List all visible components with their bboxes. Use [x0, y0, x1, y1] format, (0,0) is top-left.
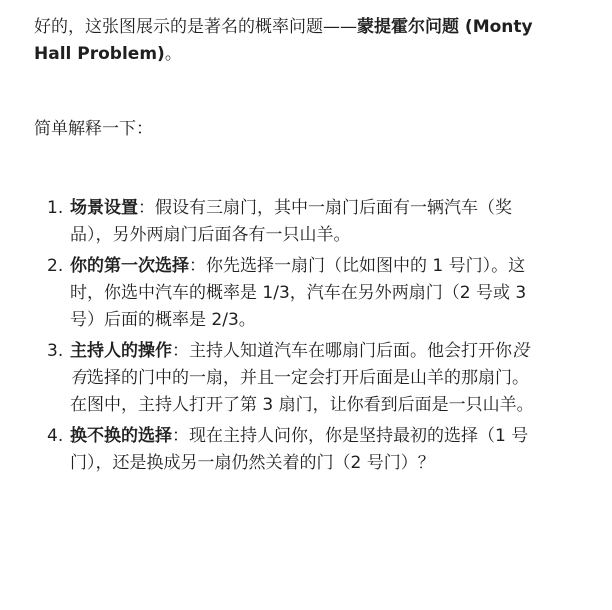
step-emphasis: 没有	[70, 341, 529, 388]
list-item	[34, 423, 534, 477]
step-colon: ：	[138, 198, 155, 218]
step-text: 主持人知道汽车在哪扇门后面。他会打开你	[189, 341, 512, 361]
step-text: 现在主持人问你，你是坚持最初的选择（1 号门），还是换成另一扇仍然关着的门（2 号门）？	[70, 426, 529, 473]
step-title: 你的第一次选择	[70, 256, 189, 276]
intro-problem-name: 蒙提霍尔问题 (Monty Hall Problem)	[34, 17, 533, 64]
list-number: 4.	[47, 426, 64, 446]
explain-heading: 简单解释一下：	[34, 119, 153, 139]
step-text: 选择的门中的一扇，并且一定会打开后面是山羊的那扇门。在图中，主持人打开了第 3 扇门，让你看到后面是一只山羊。	[70, 368, 534, 415]
step-colon: ：	[172, 341, 189, 361]
list-number: 1.	[47, 198, 64, 218]
intro-suffix: 。	[164, 44, 182, 64]
step-title: 主持人的操作	[70, 341, 172, 361]
list-number: 3.	[47, 341, 64, 361]
list-number: 2.	[47, 256, 64, 276]
step-colon: ：	[189, 256, 206, 276]
step-title: 换不换的选择	[70, 426, 172, 446]
intro-paragraph	[34, 14, 534, 68]
steps-list	[34, 195, 534, 477]
list-item	[34, 195, 534, 249]
list-item	[34, 338, 534, 419]
step-text: 假设有三扇门，其中一扇门后面有一辆汽车（奖品），另外两扇门后面各有一只山羊。	[70, 198, 512, 245]
list-item	[34, 253, 534, 334]
assistant-message	[34, 14, 534, 481]
intro-text: 好的，这张图展示的是著名的概率问题——	[34, 17, 357, 37]
step-colon: ：	[172, 426, 189, 446]
step-text: 你先选择一扇门（比如图中的 1 号门）。这时，你选中汽车的概率是 1/3，汽车在另外两扇门（2 号或 3 号）后面的概率是 2/3。	[70, 256, 527, 330]
step-title: 场景设置	[70, 198, 138, 218]
